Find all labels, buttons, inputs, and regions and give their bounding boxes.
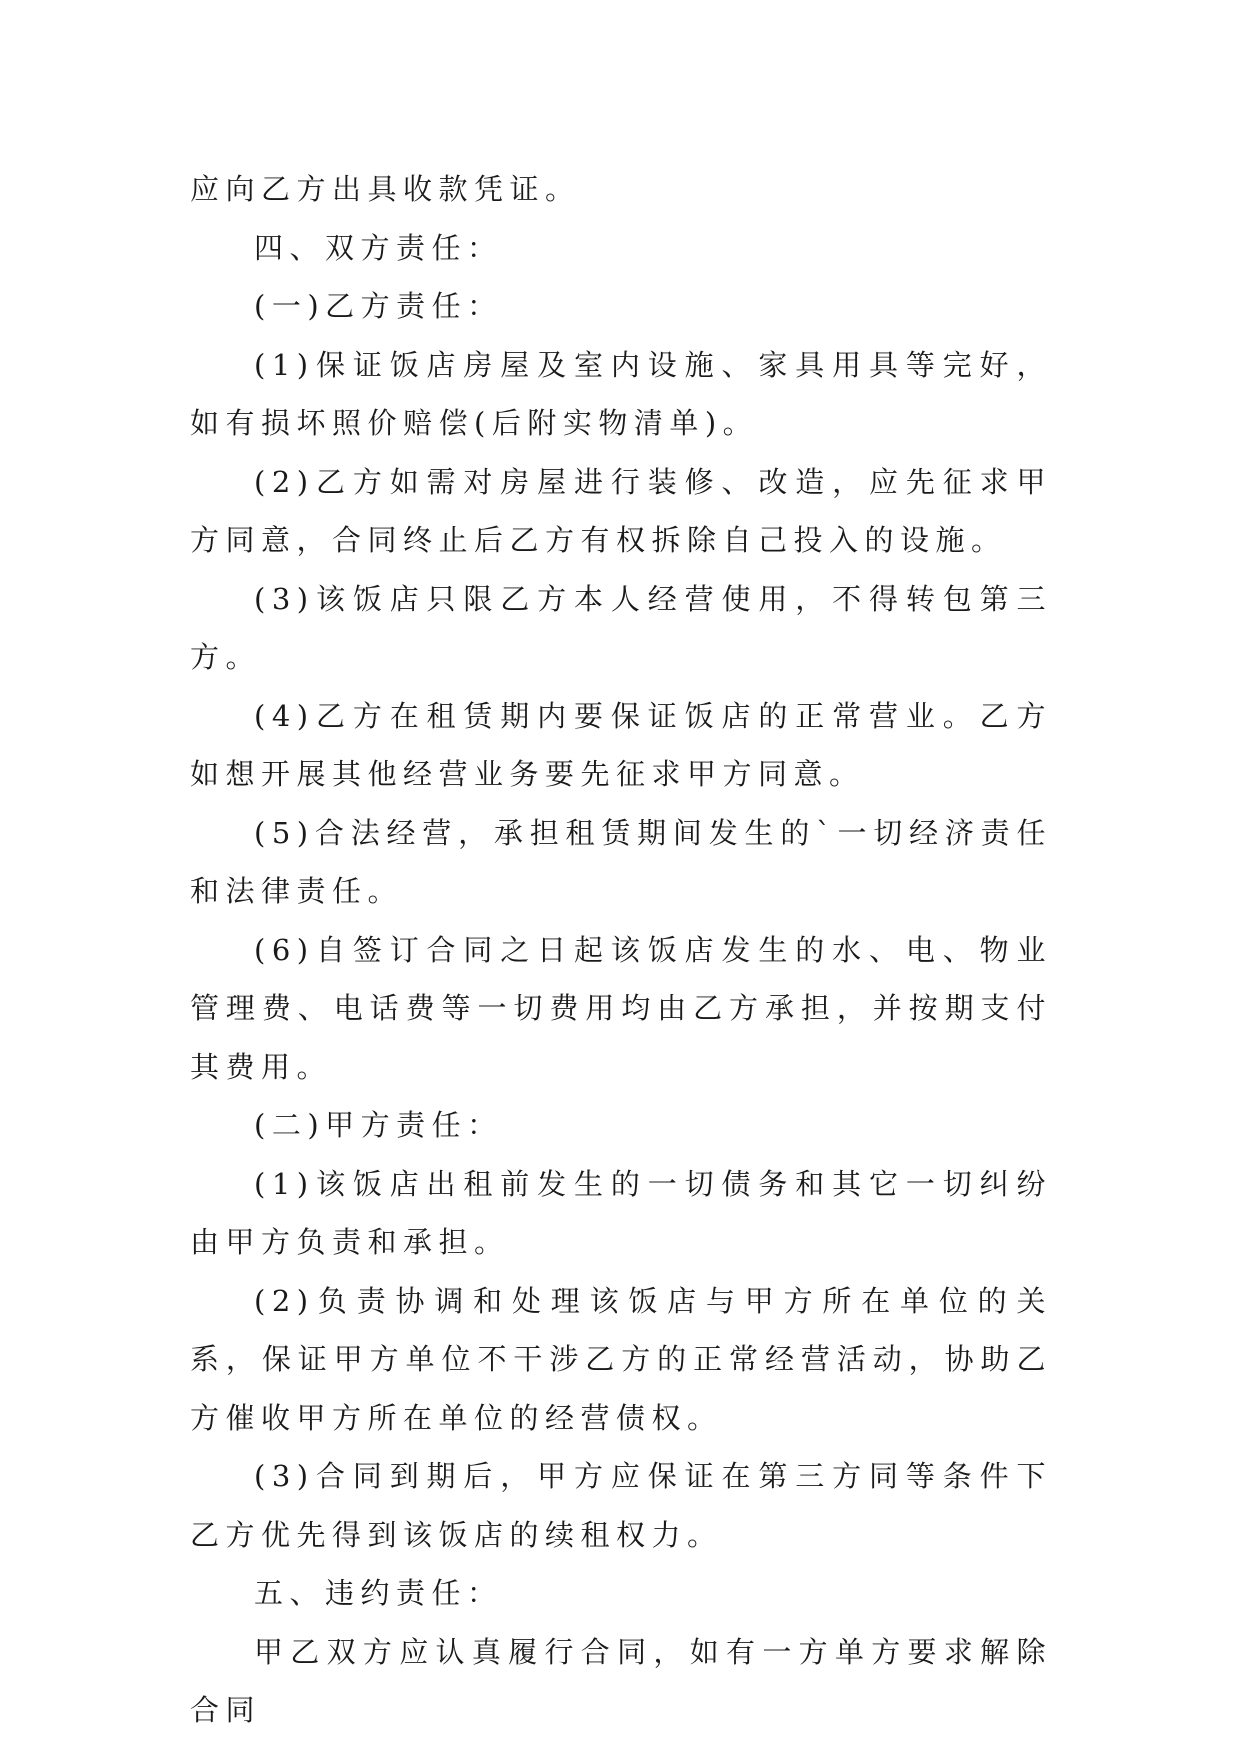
clause-paragraph: (4)乙方在租赁期内要保证饭店的正常营业。乙方如想开展其他经营业务要先征求甲方同意。 — [190, 698, 1052, 791]
clause-paragraph: (1)保证饭店房屋及室内设施、家具用具等完好，如有损坏照价赔偿(后附实物清单)。 — [190, 347, 1052, 440]
section-heading: 五、违约责任： — [254, 1576, 503, 1610]
clause-paragraph: (3)合同到期后，甲方应保证在第三方同等条件下乙方优先得到该饭店的续租权力。 — [190, 1459, 1052, 1552]
subsection-heading: (二)甲方责任： — [254, 1108, 503, 1142]
clause-paragraph: (1)该饭店出租前发生的一切债务和其它一切纠纷由甲方负责和承担。 — [190, 1166, 1052, 1259]
clause-paragraph: (6)自签订合同之日起该饭店发生的水、电、物业管理费、电话费等一切费用均由乙方承担，并按期支付其费用。 — [190, 932, 1052, 1084]
clause-paragraph: (2)乙方如需对房屋进行装修、改造，应先征求甲方同意，合同终止后乙方有权拆除自己投入的设施。 — [190, 464, 1052, 557]
subsection-heading: (一)乙方责任： — [254, 289, 503, 323]
document-body — [190, 160, 1052, 1740]
clause-paragraph: (5)合法经营，承担租赁期间发生的`一切经济责任和法律责任。 — [190, 815, 1052, 908]
clause-paragraph: (3)该饭店只限乙方本人经营使用，不得转包第三方。 — [190, 581, 1052, 674]
paragraph: 应向乙方出具收款凭证。 — [190, 172, 581, 206]
clause-paragraph: (2)负责协调和处理该饭店与甲方所在单位的关系，保证甲方单位不干涉乙方的正常经营活动，协助乙方催收甲方所在单位的经营债权。 — [190, 1283, 1052, 1435]
section-heading: 四、双方责任： — [254, 230, 503, 265]
paragraph: 甲乙双方应认真履行合同，如有一方单方要求解除合同 — [190, 1634, 1052, 1727]
